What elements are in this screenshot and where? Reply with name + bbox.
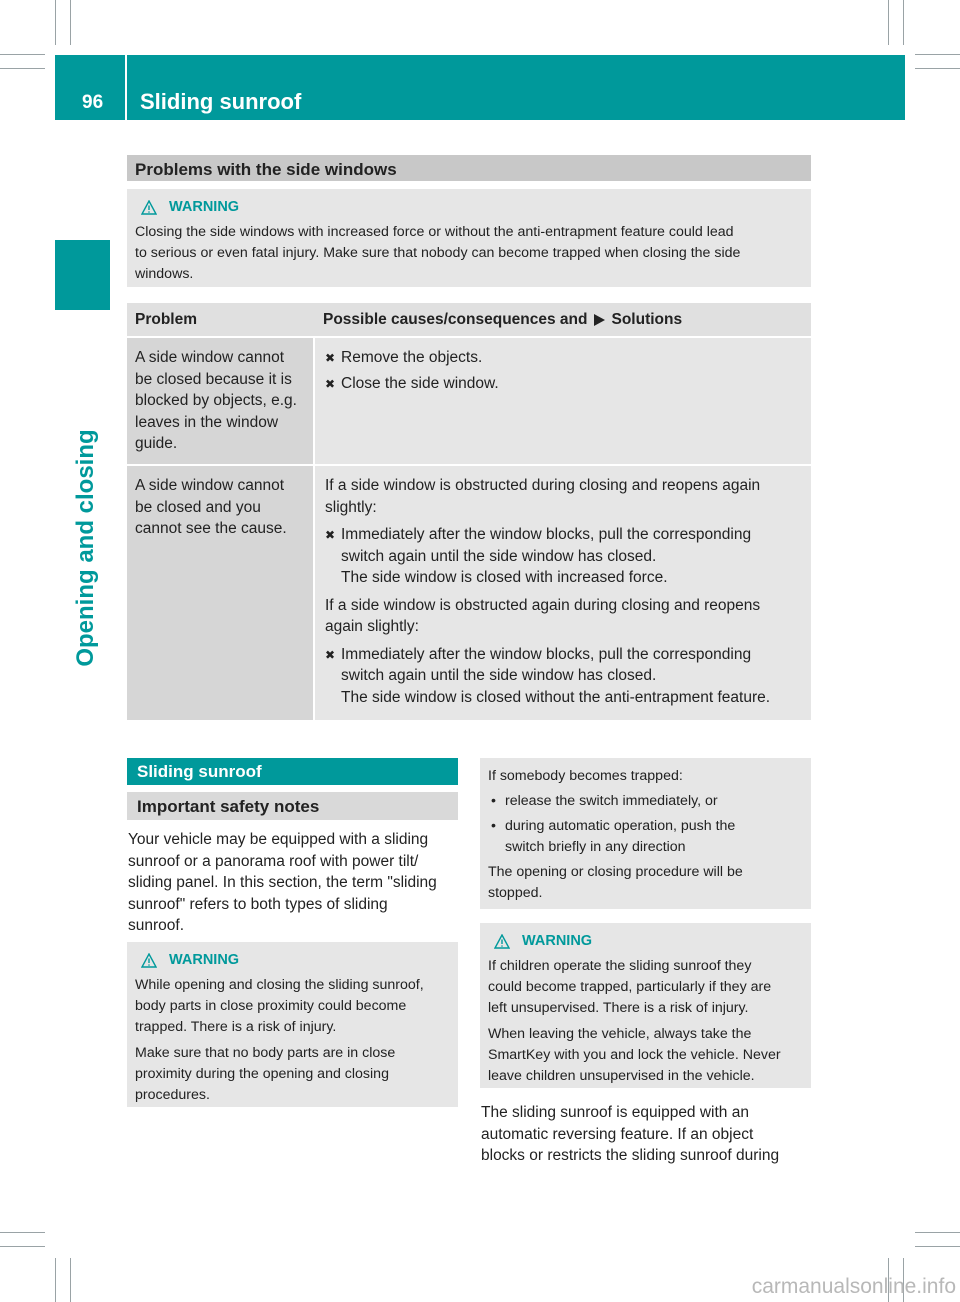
play-arrow-icon: [592, 313, 606, 327]
step-line: Immediately after the window blocks, pull the corresponding: [341, 526, 752, 543]
header-problem: Problem: [135, 311, 198, 328]
warning-heading: [494, 931, 803, 952]
step-line: switch again until the side window has closed.: [341, 547, 657, 565]
section-title-text: Sliding sunroof: [137, 762, 262, 781]
intro-line: sunroof or a panorama roof with power tilt/: [128, 852, 419, 870]
solution-step: [325, 644, 801, 709]
warning-label: WARNING: [169, 199, 240, 215]
section-title-problems: [127, 155, 811, 181]
intro-line: slightly:: [325, 498, 377, 516]
sunroof-intro: [128, 829, 460, 937]
crop-mark: [915, 68, 960, 69]
solution-intro: [325, 595, 801, 638]
trapped-intro: If somebody becomes trapped:: [488, 768, 683, 784]
intro-line: If a side window is obstructed during closing and reopens again: [325, 477, 761, 494]
warning-text-line: When leaving the vehicle, always take the: [488, 1026, 752, 1042]
crop-mark: [55, 1258, 56, 1302]
solution-step: [325, 347, 801, 369]
crop-mark: [70, 0, 71, 45]
crop-mark: [0, 1232, 45, 1233]
warning-label: WARNING: [169, 952, 240, 968]
intro-line: again slightly:: [325, 618, 419, 635]
bullet-text: release the switch immediately, or: [505, 793, 718, 809]
page-number: 96: [82, 92, 104, 113]
crop-mark: [903, 0, 904, 45]
warning-text-line: If children operate the sliding sunroof they: [488, 958, 752, 974]
solution-step: [325, 373, 801, 395]
problem-line: be closed because it is: [135, 370, 292, 388]
trapped-outro: The opening or closing procedure will be: [488, 864, 743, 880]
intro-line: sliding panel. In this section, the term "sliding: [128, 874, 437, 891]
step-arrow-icon: ✖: [325, 351, 336, 365]
trapped-outro: stopped.: [488, 885, 543, 901]
chapter-marker: [55, 240, 110, 310]
problem-line: A side window cannot: [135, 477, 285, 494]
problem-line: cannot see the cause.: [135, 520, 287, 537]
problem-line: leaves in the window: [135, 413, 279, 431]
body-line: automatic reversing feature. If an object: [481, 1125, 754, 1143]
solution-cell: [315, 338, 811, 464]
step-arrow-icon: ✖: [325, 528, 336, 542]
bullet-icon: •: [491, 818, 496, 834]
warning-text-line: While opening and closing the sliding sunroof,: [135, 977, 424, 993]
step-line: The side window is closed with increased force.: [341, 569, 668, 586]
list-item: [488, 791, 803, 812]
body-line: blocks or restricts the sliding sunroof during: [481, 1147, 780, 1164]
bullet-icon: •: [491, 793, 496, 809]
header-separator: [125, 55, 127, 120]
crop-mark: [70, 1258, 71, 1302]
warning-text-line: trapped. There is a risk of injury.: [135, 1019, 337, 1035]
watermark: carmanualsonline.info: [751, 1275, 956, 1298]
intro-line: Your vehicle may be equipped with a sliding: [128, 831, 429, 848]
problem-line: A side window cannot: [135, 349, 285, 366]
reversing-feature-text: [481, 1102, 813, 1167]
warning-box-sunroof: [127, 942, 458, 1107]
crop-mark: [0, 68, 45, 69]
warning-label: WARNING: [522, 933, 593, 949]
warning-text-line: windows.: [135, 266, 194, 282]
warning-triangle-icon: [141, 953, 157, 968]
step-arrow-icon: ✖: [325, 647, 336, 662]
crop-mark: [915, 1232, 960, 1233]
intro-line: sunroof.: [128, 917, 185, 934]
step-arrow-icon: ✖: [325, 377, 336, 391]
crop-mark: [915, 54, 960, 55]
warning-box-side-windows: [127, 189, 811, 287]
warning-text-line: Make sure that no body parts are in close: [135, 1045, 396, 1061]
table-row: [127, 466, 811, 720]
problem-line: blocked by objects, e.g.: [135, 392, 297, 409]
crop-mark: [915, 1246, 960, 1247]
warning-text-line: procedures.: [135, 1087, 210, 1103]
warning-text-line: Closing the side windows with increased force or without the anti-entrapment feature could lead: [135, 224, 734, 240]
chapter-label: Opening and closing: [72, 429, 99, 667]
problem-cell: [127, 338, 313, 464]
running-title: Sliding sunroof: [140, 89, 302, 114]
warning-heading: [141, 197, 803, 218]
warning-text-line: left unsupervised. There is a risk of injury.: [488, 1000, 749, 1016]
crop-mark: [0, 1246, 45, 1247]
warning-triangle-icon: [494, 934, 510, 949]
table-row: [127, 338, 811, 464]
bullet-text: during automatic operation, push the: [505, 818, 736, 834]
problem-cell: [127, 466, 313, 720]
header-causes-text: Possible causes/consequences and: [323, 310, 588, 328]
trapped-info-box: [480, 758, 811, 909]
body-line: The sliding sunroof is equipped with an: [481, 1104, 749, 1121]
step-text: Remove the objects.: [341, 349, 483, 366]
warning-box-children: [480, 923, 811, 1088]
problem-line: be closed and you: [135, 498, 261, 516]
warning-triangle-icon: [141, 200, 157, 215]
warning-text-line: body parts in close proximity could become: [135, 998, 407, 1014]
intro-line: sunroof" refers to both types of sliding: [128, 895, 388, 913]
warning-text-line: proximity during the opening and closing: [135, 1066, 389, 1082]
warning-text-line: to serious or even fatal injury. Make sure that nobody can become trapped when closing the side: [135, 245, 741, 261]
warning-text-line: leave children unsupervised in the vehicle.: [488, 1068, 755, 1084]
step-line: The side window is closed without the anti-entrapment feature.: [341, 688, 771, 706]
warning-text-line: could become trapped, particularly if they are: [488, 979, 772, 995]
subsection-title-safety: [127, 792, 458, 820]
warning-text-line: SmartKey with you and lock the vehicle. Never: [488, 1047, 781, 1063]
crop-mark: [888, 0, 889, 45]
header-solutions: [313, 303, 811, 336]
subsection-title-text: Important safety notes: [137, 797, 320, 816]
table-header-row: [127, 303, 811, 336]
header-solutions-text: Solutions: [611, 310, 683, 328]
trapped-bullet-list: [488, 791, 803, 858]
section-title-sunroof: [127, 758, 458, 785]
warning-heading: [141, 950, 450, 971]
bullet-text: switch briefly in any direction: [505, 839, 686, 855]
solution-step: [325, 524, 801, 589]
solution-cell: [315, 466, 811, 720]
problem-line: guide.: [135, 435, 178, 452]
section-title-text: Problems with the side windows: [135, 160, 397, 179]
solution-intro: [325, 475, 801, 518]
step-line: Immediately after the window blocks, pull the corresponding: [341, 645, 752, 663]
intro-line: If a side window is obstructed again during closing and reopens: [325, 596, 761, 614]
step-line: switch again until the side window has closed.: [341, 667, 657, 684]
step-text: Close the side window.: [341, 375, 499, 392]
crop-mark: [55, 0, 56, 45]
crop-mark: [0, 54, 45, 55]
list-item: [488, 816, 803, 858]
problems-table: [127, 303, 811, 722]
